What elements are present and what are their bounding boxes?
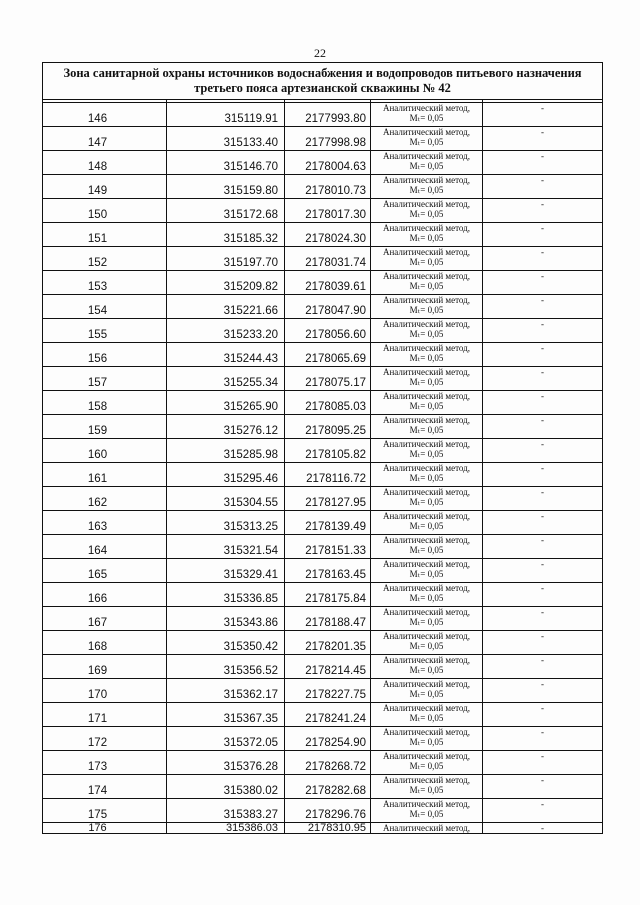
note-dash: - [483, 823, 603, 834]
point-number: 146 [43, 103, 167, 127]
coord-x: 315329.41 [167, 559, 285, 583]
coord-x: 315255.34 [167, 367, 285, 391]
note-dash: - [483, 535, 603, 559]
method-precision: Mₜ= 0,05 [409, 665, 444, 675]
note-dash: - [483, 151, 603, 175]
method-precision: Mₜ= 0,05 [409, 761, 444, 771]
coord-y: 2178254.90 [285, 727, 371, 751]
method-precision: Mₜ= 0,05 [409, 329, 444, 339]
coord-y: 2178227.75 [285, 679, 371, 703]
coord-x: 315313.25 [167, 511, 285, 535]
method-precision: Mₜ= 0,05 [409, 473, 444, 483]
method-label: Аналитический метод, [382, 583, 471, 593]
note-dash: - [483, 439, 603, 463]
method-cell [371, 631, 483, 655]
method-label: Аналитический метод, [382, 247, 471, 257]
coord-x: 315343.86 [167, 607, 285, 631]
method-label: Аналитический метод, [382, 367, 471, 377]
note-dash: - [483, 703, 603, 727]
method-precision: Mₜ= 0,05 [409, 593, 444, 603]
method-precision: Mₜ= 0,05 [409, 185, 444, 195]
method-cell [371, 487, 483, 511]
method-label: Аналитический метод, [382, 343, 471, 353]
note-dash: - [483, 127, 603, 151]
coord-x: 315383.27 [167, 799, 285, 823]
table-row [43, 799, 603, 823]
method-label: Аналитический метод, [382, 535, 471, 545]
method-label: Аналитический метод, [382, 103, 471, 113]
method-cell [371, 775, 483, 799]
point-number: 150 [43, 199, 167, 223]
table-row [43, 607, 603, 631]
coord-x: 315197.70 [167, 247, 285, 271]
coord-x: 315159.80 [167, 175, 285, 199]
coord-x: 315221.66 [167, 295, 285, 319]
coord-y: 2178188.47 [285, 607, 371, 631]
coord-y: 2178065.69 [285, 343, 371, 367]
method-label: Аналитический метод, [382, 463, 471, 473]
table-row [43, 487, 603, 511]
point-number: 167 [43, 607, 167, 631]
coord-x: 315304.55 [167, 487, 285, 511]
method-cell [371, 199, 483, 223]
method-precision: Mₜ= 0,05 [409, 209, 444, 219]
point-number: 149 [43, 175, 167, 199]
method-precision: Mₜ= 0,05 [409, 161, 444, 171]
method-label: Аналитический метод, [382, 559, 471, 569]
note-dash: - [483, 271, 603, 295]
method-label: Аналитический метод, [382, 319, 471, 329]
method-cell [371, 271, 483, 295]
coord-y: 2178310.95 [285, 823, 371, 834]
method-cell [371, 295, 483, 319]
note-dash: - [483, 583, 603, 607]
method-cell [371, 415, 483, 439]
table-title-line2: третьего пояса артезианской скважины № 42 [194, 81, 451, 95]
point-number: 175 [43, 799, 167, 823]
method-precision: Mₜ= 0,05 [409, 545, 444, 555]
point-number: 152 [43, 247, 167, 271]
method-precision: Mₜ= 0,05 [409, 569, 444, 579]
table-row [43, 775, 603, 799]
coord-x: 315185.32 [167, 223, 285, 247]
note-dash: - [483, 487, 603, 511]
coord-x: 315350.42 [167, 631, 285, 655]
point-number: 171 [43, 703, 167, 727]
point-number: 174 [43, 775, 167, 799]
table-row [43, 295, 603, 319]
point-number: 172 [43, 727, 167, 751]
method-precision: Mₜ= 0,05 [409, 689, 444, 699]
coord-y: 2178039.61 [285, 271, 371, 295]
coord-y: 2178095.25 [285, 415, 371, 439]
coord-y: 2178282.68 [285, 775, 371, 799]
method-precision: Mₜ= 0,05 [409, 713, 444, 723]
method-label: Аналитический метод, [382, 703, 471, 713]
method-precision: Mₜ= 0,05 [409, 281, 444, 291]
table-row [43, 631, 603, 655]
note-dash: - [483, 199, 603, 223]
method-label: Аналитический метод, [382, 799, 471, 809]
method-label: Аналитический метод, [382, 679, 471, 689]
method-precision: Mₜ= 0,05 [409, 305, 444, 315]
table-row [43, 703, 603, 727]
note-dash: - [483, 175, 603, 199]
table-header-row [43, 63, 603, 100]
point-number: 165 [43, 559, 167, 583]
table-row [43, 559, 603, 583]
note-dash: - [483, 775, 603, 799]
table-row [43, 319, 603, 343]
table-row [43, 367, 603, 391]
method-precision: Mₜ= 0,05 [409, 377, 444, 387]
method-label: Аналитический метод, [382, 391, 471, 401]
coord-x: 315295.46 [167, 463, 285, 487]
coord-y: 2178031.74 [285, 247, 371, 271]
method-label: Аналитический метод, [382, 439, 471, 449]
note-dash: - [483, 103, 603, 127]
page-number: 22 [314, 46, 326, 60]
method-cell: Аналитический метод, [371, 823, 483, 834]
coord-x: 315376.28 [167, 751, 285, 775]
coord-x: 315119.91 [167, 103, 285, 127]
table-row [43, 583, 603, 607]
coord-x: 315367.35 [167, 703, 285, 727]
method-cell [371, 535, 483, 559]
method-cell [371, 463, 483, 487]
method-label: Аналитический метод, [382, 655, 471, 665]
method-precision: Mₜ= 0,05 [409, 113, 444, 123]
coord-x: 315209.82 [167, 271, 285, 295]
coord-y: 2178105.82 [285, 439, 371, 463]
method-precision: Mₜ= 0,05 [409, 521, 444, 531]
method-precision: Mₜ= 0,05 [409, 401, 444, 411]
point-number: 162 [43, 487, 167, 511]
method-precision: Mₜ= 0,05 [409, 257, 444, 267]
point-number: 170 [43, 679, 167, 703]
coordinates-table [42, 62, 603, 834]
point-number: 159 [43, 415, 167, 439]
method-label: Аналитический метод, [382, 223, 471, 233]
coord-x: 315285.98 [167, 439, 285, 463]
table-row [43, 463, 603, 487]
point-number: 156 [43, 343, 167, 367]
point-number: 160 [43, 439, 167, 463]
coord-y: 2178296.76 [285, 799, 371, 823]
method-label: Аналитический метод, [382, 607, 471, 617]
point-number: 154 [43, 295, 167, 319]
coord-x: 315362.17 [167, 679, 285, 703]
coord-y: 2178139.49 [285, 511, 371, 535]
note-dash: - [483, 607, 603, 631]
method-label: Аналитический метод, [382, 511, 471, 521]
coord-y: 2178004.63 [285, 151, 371, 175]
method-cell [371, 583, 483, 607]
method-label: Аналитический метод, [382, 631, 471, 641]
method-cell [371, 151, 483, 175]
point-number: 147 [43, 127, 167, 151]
coord-x: 315233.20 [167, 319, 285, 343]
coord-y: 2178214.45 [285, 655, 371, 679]
table-row [43, 679, 603, 703]
method-precision: Mₜ= 0,05 [409, 353, 444, 363]
note-dash: - [483, 751, 603, 775]
method-cell [371, 727, 483, 751]
note-dash: - [483, 391, 603, 415]
method-cell [371, 655, 483, 679]
method-cell [371, 175, 483, 199]
method-cell [371, 103, 483, 127]
method-precision: Mₜ= 0,05 [409, 425, 444, 435]
coord-y: 2178175.84 [285, 583, 371, 607]
point-number: 176 [43, 823, 167, 834]
note-dash: - [483, 511, 603, 535]
table-row [43, 751, 603, 775]
coord-x: 315386.03 [167, 823, 285, 834]
note-dash: - [483, 295, 603, 319]
table-title-line1: Зона санитарной охраны источников водоснабжения и водопроводов питьевого назначения [63, 66, 582, 80]
coord-x: 315321.54 [167, 535, 285, 559]
method-label: Аналитический метод, [382, 127, 471, 137]
method-label: Аналитический метод, [382, 295, 471, 305]
method-cell [371, 607, 483, 631]
method-label: Аналитический метод, [382, 727, 471, 737]
coord-x: 315336.85 [167, 583, 285, 607]
method-cell [371, 391, 483, 415]
table-row [43, 343, 603, 367]
coord-y: 2178151.33 [285, 535, 371, 559]
note-dash: - [483, 679, 603, 703]
note-dash: - [483, 247, 603, 271]
method-label: Аналитический метод, [382, 271, 471, 281]
note-dash: - [483, 559, 603, 583]
method-cell [371, 247, 483, 271]
coord-x: 315133.40 [167, 127, 285, 151]
method-precision: Mₜ= 0,05 [409, 809, 444, 819]
point-number: 151 [43, 223, 167, 247]
method-cell [371, 439, 483, 463]
note-dash: - [483, 463, 603, 487]
coord-x: 315172.68 [167, 199, 285, 223]
table-row [43, 151, 603, 175]
method-label: Аналитический метод, [382, 199, 471, 209]
coord-y: 2178127.95 [285, 487, 371, 511]
coord-y: 2177998.98 [285, 127, 371, 151]
table-row [43, 511, 603, 535]
method-cell [371, 223, 483, 247]
point-number: 166 [43, 583, 167, 607]
table-row-partial [43, 823, 603, 834]
note-dash: - [483, 655, 603, 679]
coord-x: 315265.90 [167, 391, 285, 415]
point-number: 173 [43, 751, 167, 775]
coord-x: 315146.70 [167, 151, 285, 175]
coord-y: 2178075.17 [285, 367, 371, 391]
note-dash: - [483, 799, 603, 823]
method-precision: Mₜ= 0,05 [409, 497, 444, 507]
table-row [43, 271, 603, 295]
method-cell [371, 751, 483, 775]
note-dash: - [483, 415, 603, 439]
table-title [43, 63, 603, 100]
point-number: 158 [43, 391, 167, 415]
coord-y: 2178085.03 [285, 391, 371, 415]
table-row [43, 127, 603, 151]
coord-x: 315372.05 [167, 727, 285, 751]
method-label: Аналитический метод, [382, 415, 471, 425]
method-precision: Mₜ= 0,05 [409, 737, 444, 747]
coord-y: 2178024.30 [285, 223, 371, 247]
method-cell [371, 343, 483, 367]
note-dash: - [483, 319, 603, 343]
method-label: Аналитический метод, [382, 151, 471, 161]
method-label: Аналитический метод, [382, 775, 471, 785]
coord-y: 2177993.80 [285, 103, 371, 127]
method-cell [371, 319, 483, 343]
method-precision: Mₜ= 0,05 [409, 785, 444, 795]
point-number: 163 [43, 511, 167, 535]
note-dash: - [483, 631, 603, 655]
note-dash: - [483, 343, 603, 367]
table-row [43, 439, 603, 463]
note-dash: - [483, 223, 603, 247]
method-cell [371, 703, 483, 727]
coord-y: 2178056.60 [285, 319, 371, 343]
method-precision: Mₜ= 0,05 [409, 137, 444, 147]
coord-x: 315276.12 [167, 415, 285, 439]
method-precision: Mₜ= 0,05 [409, 233, 444, 243]
note-dash: - [483, 727, 603, 751]
coord-x: 315244.43 [167, 343, 285, 367]
coord-y: 2178116.72 [285, 463, 371, 487]
point-number: 169 [43, 655, 167, 679]
method-precision: Mₜ= 0,05 [409, 617, 444, 627]
table-row [43, 415, 603, 439]
point-number: 168 [43, 631, 167, 655]
coord-y: 2178047.90 [285, 295, 371, 319]
coord-y: 2178163.45 [285, 559, 371, 583]
coord-y: 2178241.24 [285, 703, 371, 727]
table-row [43, 199, 603, 223]
coord-y: 2178017.30 [285, 199, 371, 223]
table-row [43, 727, 603, 751]
point-number: 153 [43, 271, 167, 295]
method-cell [371, 799, 483, 823]
method-precision: Mₜ= 0,05 [409, 449, 444, 459]
table-row [43, 247, 603, 271]
coord-y: 2178268.72 [285, 751, 371, 775]
coord-x: 315380.02 [167, 775, 285, 799]
table-row [43, 391, 603, 415]
table-row [43, 655, 603, 679]
point-number: 164 [43, 535, 167, 559]
point-number: 148 [43, 151, 167, 175]
coord-x: 315356.52 [167, 655, 285, 679]
coord-y: 2178010.73 [285, 175, 371, 199]
table-row [43, 175, 603, 199]
method-cell [371, 511, 483, 535]
table-row [43, 103, 603, 127]
method-cell [371, 367, 483, 391]
point-number: 155 [43, 319, 167, 343]
table-row [43, 223, 603, 247]
method-label: Аналитический метод, [382, 487, 471, 497]
coord-y: 2178201.35 [285, 631, 371, 655]
method-label: Аналитический метод, [382, 751, 471, 761]
table-row [43, 535, 603, 559]
method-cell [371, 127, 483, 151]
method-cell [371, 679, 483, 703]
method-cell [371, 559, 483, 583]
note-dash: - [483, 367, 603, 391]
point-number: 157 [43, 367, 167, 391]
method-precision: Mₜ= 0,05 [409, 641, 444, 651]
method-label: Аналитический метод, [382, 175, 471, 185]
point-number: 161 [43, 463, 167, 487]
